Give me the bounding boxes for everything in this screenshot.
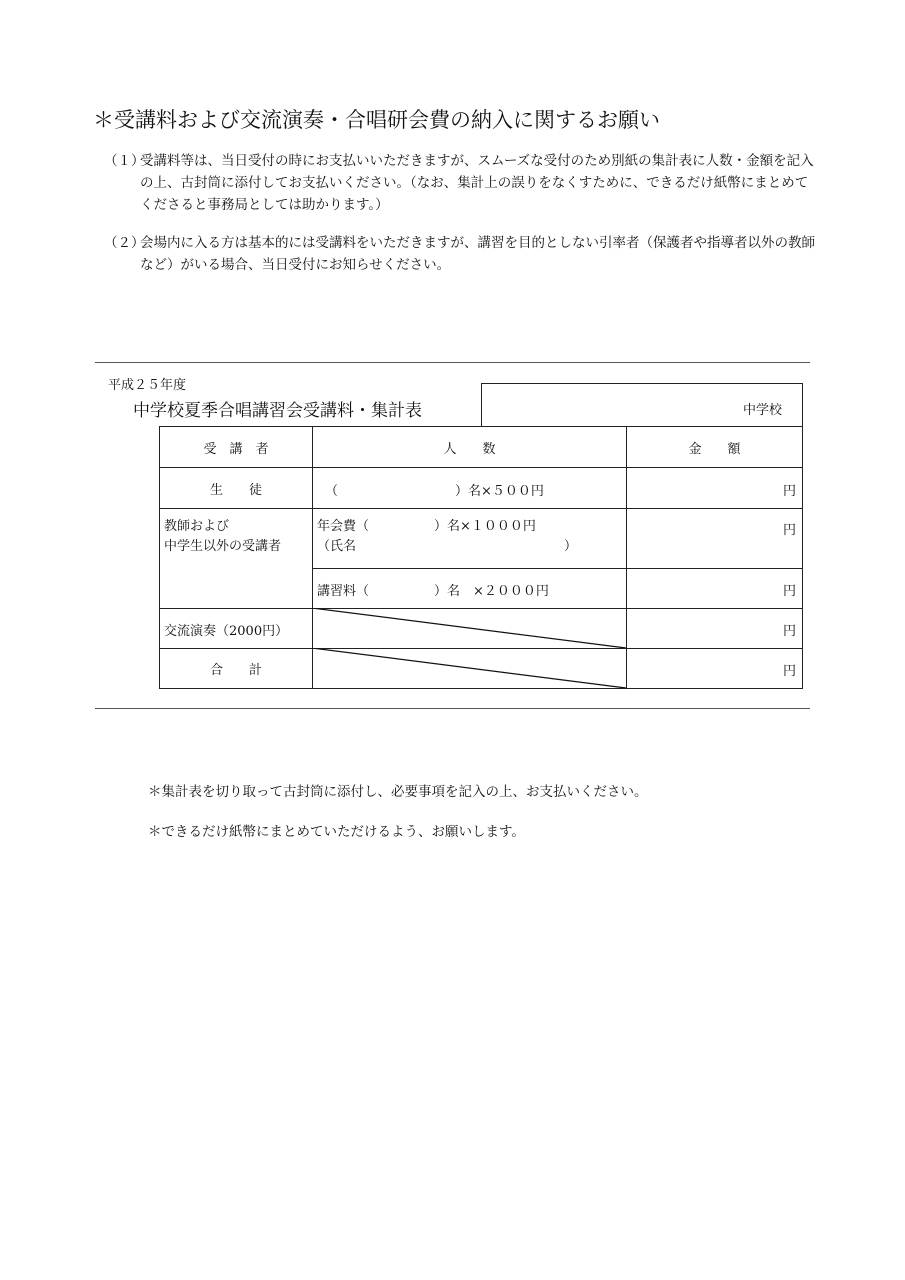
exchange-count-disabled — [312, 608, 627, 649]
teacher-label-line2: 中学生以外の受講者 — [164, 539, 282, 554]
cut-line-bottom — [95, 708, 810, 709]
diagonal-strike — [312, 648, 627, 689]
lecture-fee-amount-field[interactable]: 円 — [626, 568, 803, 609]
total-count-disabled — [312, 648, 627, 689]
paragraph-1 — [104, 150, 816, 216]
annual-fee-field[interactable] — [312, 508, 627, 569]
form-year: 平成２５年度 — [108, 378, 187, 393]
paragraph-text: 受講料等は、当日受付の時にお支払いいただきますが、スムーズな受付のため別紙の集計表に人数・金額を記入の上、古封筒に添付してお支払いください。（なお、集計上の誤りをなくすために、できるだけ紙幣にまとめてくださると事務局としては助かります。） — [140, 153, 814, 213]
paragraph-number: （２） — [104, 235, 145, 251]
teacher-label-line1: 教師および — [164, 519, 230, 534]
lecture-fee-field[interactable]: 講習料（ ）名 ×２０００円 — [312, 568, 627, 609]
student-amount-field[interactable]: 円 — [626, 467, 803, 509]
form-title: 中学校夏季合唱講習会受講料・集計表 — [133, 401, 422, 421]
header-count: 人 数 — [312, 426, 627, 468]
cut-line-top — [95, 362, 810, 363]
note-2: ＊できるだけ紙幣にまとめていただけるよう、お願いします。 — [148, 824, 525, 840]
teacher-label — [159, 508, 313, 609]
note-1: ＊集計表を切り取って古封筒に添付し、必要事項を記入の上、お支払いください。 — [148, 784, 648, 800]
exchange-label: 交流演奏（2000円） — [159, 608, 313, 649]
total-amount-field[interactable]: 円 — [626, 648, 803, 689]
header-attendee: 受 講 者 — [159, 426, 313, 468]
paragraph-text: 会場内に入る方は基本的には受講料をいただきますが、講習を目的としない引率者（保護者や指導者以外の教師など）がいる場合、当日受付にお知らせください。 — [140, 235, 815, 273]
page-title: ＊受講料および交流演奏・合唱研会費の納入に関するお願い — [93, 108, 660, 132]
total-label: 合 計 — [159, 648, 313, 689]
annual-fee-amount-field[interactable]: 円 — [626, 508, 803, 569]
annual-fee-text: 年会費（ ）名×１０００円 — [317, 519, 536, 534]
school-name-field[interactable] — [481, 383, 803, 427]
exchange-amount-field[interactable]: 円 — [626, 608, 803, 649]
school-suffix: 中学校 — [742, 403, 782, 418]
diagonal-strike — [312, 608, 627, 649]
name-field[interactable]: （氏名 ） — [317, 539, 578, 554]
paragraph-number: （１） — [104, 153, 145, 169]
student-label: 生 徒 — [159, 467, 313, 509]
student-count-field[interactable]: （ ）名×５００円 — [312, 467, 627, 509]
header-amount: 金 額 — [626, 426, 803, 468]
paragraph-2 — [104, 232, 816, 276]
